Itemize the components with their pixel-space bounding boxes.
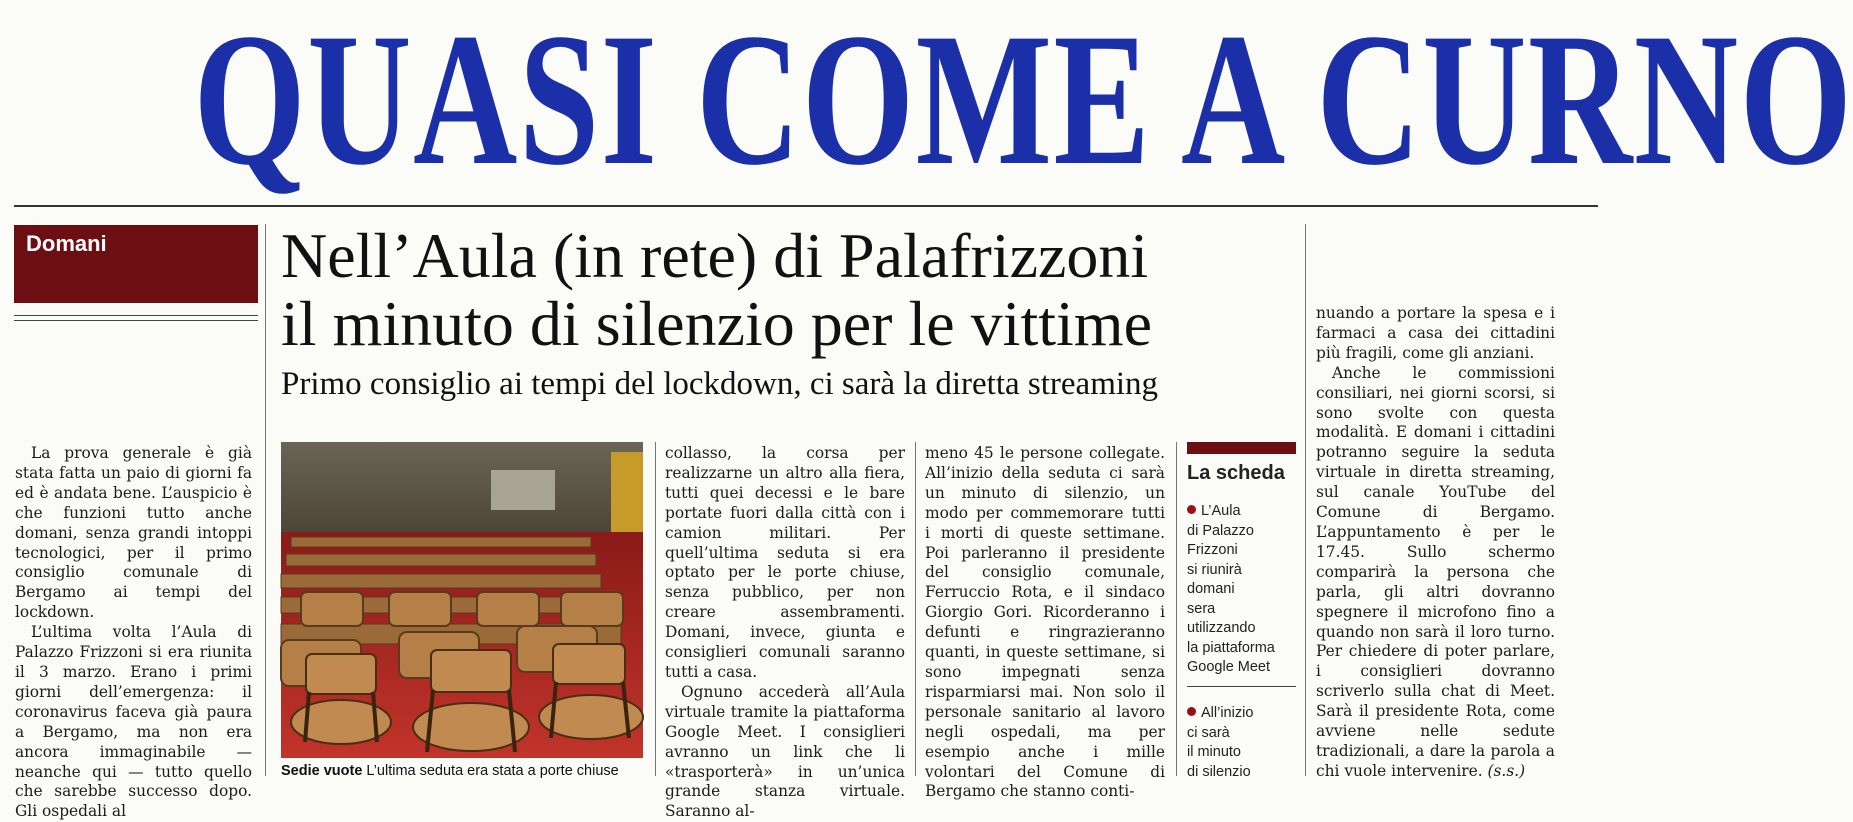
article-column-3 bbox=[925, 444, 1165, 801]
paragraph-text: Anche le commissioni consiliari, nei giorni scorsi, si sono svolte con questa modalità. E domani i cittadini potranno seguire la seduta virtuale in diretta streaming, sul canale YouTube del Comune di Bergamo. L’appuntamento è per le 17.45. Sullo schermo comparirà la persona che parla, gli altri dovranno spegnere il microfono fino a quando non sarà il loro turno. Per chiedere di poter parlare, i consiglieri dovranno scriverlo sulla chat di Meet. Sarà il presidente Rota, come avviene nelle sedute tradizionali, a dare la parola a chi vuole intervenire. bbox=[1316, 363, 1555, 780]
masthead-title: QUASI COME A CURNO bbox=[193, 0, 1853, 205]
headline-line-2: il minuto di silenzio per le vittime bbox=[281, 288, 1152, 359]
scheda-line: utilizzando bbox=[1187, 620, 1256, 636]
author-signature: (s.s.) bbox=[1487, 761, 1526, 780]
scheda-line: ci sarà bbox=[1187, 724, 1230, 741]
bullet-icon bbox=[1187, 505, 1196, 514]
scheda-line: All’inizio bbox=[1201, 705, 1254, 721]
scheda-accent-bar bbox=[1187, 442, 1296, 454]
section-tag-rule bbox=[14, 320, 258, 321]
article-column-4 bbox=[1316, 304, 1555, 784]
headline-line-1: Nell’Aula (in rete) di Palafrizzoni bbox=[281, 220, 1149, 291]
headline bbox=[281, 222, 1301, 358]
paragraph: Ognuno accederà all’Aula virtuale tramite la piattaforma Google Meet. I consiglieri avranno un link che li «trasporterà» in un’unica grande stanza virtuale. Saranno al- bbox=[665, 682, 905, 821]
scheda-item-1 bbox=[1187, 502, 1299, 678]
bullet-icon bbox=[1187, 707, 1196, 716]
scheda-line: la piattaforma bbox=[1187, 639, 1275, 656]
column-rule bbox=[1176, 442, 1177, 776]
column-rule bbox=[265, 224, 266, 776]
photo-caption-text: L’ultima seduta era stata a porte chiuse bbox=[366, 763, 619, 779]
chamber-photo bbox=[281, 442, 643, 758]
empty-chairs-image bbox=[281, 442, 643, 758]
paragraph bbox=[1316, 364, 1555, 782]
paragraph: nuando a portare la spesa e i farmaci a casa dei cittadini più fragili, come gli anziani. bbox=[1316, 304, 1555, 362]
paragraph: La prova generale è già stata fatta un paio di giorni fa ed è andata bene. L’auspicio è che funzioni tutto anche domani, senza grandi intoppi tecnologici, per il primo consiglio comunale di Bergamo ai tempi del lockdown. bbox=[15, 444, 252, 622]
photo-caption bbox=[281, 763, 653, 779]
photo-caption-label: Sedie vuote bbox=[281, 763, 363, 779]
scheda-line: di Palazzo bbox=[1187, 522, 1254, 539]
scheda-divider bbox=[1187, 686, 1296, 687]
scheda-line: si riunirà bbox=[1187, 561, 1242, 578]
article-column-1 bbox=[15, 444, 252, 821]
article-column-2 bbox=[665, 444, 905, 821]
column-rule bbox=[1305, 224, 1306, 776]
scheda-line: Google Meet bbox=[1187, 659, 1271, 675]
paragraph: L’ultima volta l’Aula di Palazzo Frizzoni si era riunita il 3 marzo. Erano i primi giorni dell’emergenza: il coronavirus faceva già paura a Bergamo, ma non era ancora immaginabile — neanche qui — tutto quello che sarebbe successo dopo. Gli ospedali al bbox=[15, 623, 252, 821]
column-rule bbox=[655, 442, 656, 776]
scheda-line: di silenzio bbox=[1187, 763, 1251, 780]
paragraph: collasso, la corsa per realizzarne un altro alla fiera, tutti quei decessi e le bare portate fuori dalla città con i camion militari. Per quell’ultima seduta si era optato per le porte chiuse, senza pubblico, per non creare assembramenti. Domani, invece, giunta e consiglieri comunali saranno tutti a casa. bbox=[665, 444, 905, 681]
scheda-line: il minuto bbox=[1187, 744, 1241, 760]
scheda-line: sera bbox=[1187, 600, 1216, 617]
scheda-line: L’Aula bbox=[1201, 503, 1241, 519]
scheda-title: La scheda bbox=[1187, 462, 1285, 484]
scheda-line: domani bbox=[1187, 581, 1235, 597]
scheda-item-2 bbox=[1187, 704, 1299, 782]
masthead-rule bbox=[14, 205, 1598, 207]
paragraph: meno 45 le persone collegate. All’inizio della seduta ci sarà un minuto di silenzio, un modo per commemorare tutti i morti di queste settimane. Poi parleranno il presidente del consiglio comunale, Ferruccio Rota, e il sindaco Giorgio Gori. Ricorderanno i defunti e ringrazieranno quanti, in queste settimane, si sono impegnati senza risparmiarsi mai. Non solo il personale sanitario al lavoro negli ospedali, ma per esempio anche i mille volontari del Comune di Bergamo che stanno conti- bbox=[925, 444, 1165, 801]
subheadline: Primo consiglio ai tempi del lockdown, ci sarà la diretta streaming bbox=[281, 366, 1159, 402]
column-rule bbox=[915, 442, 916, 776]
section-tag-rule bbox=[14, 315, 258, 316]
section-tag-label: Domani bbox=[26, 231, 107, 256]
scheda-line: Frizzoni bbox=[1187, 542, 1238, 558]
